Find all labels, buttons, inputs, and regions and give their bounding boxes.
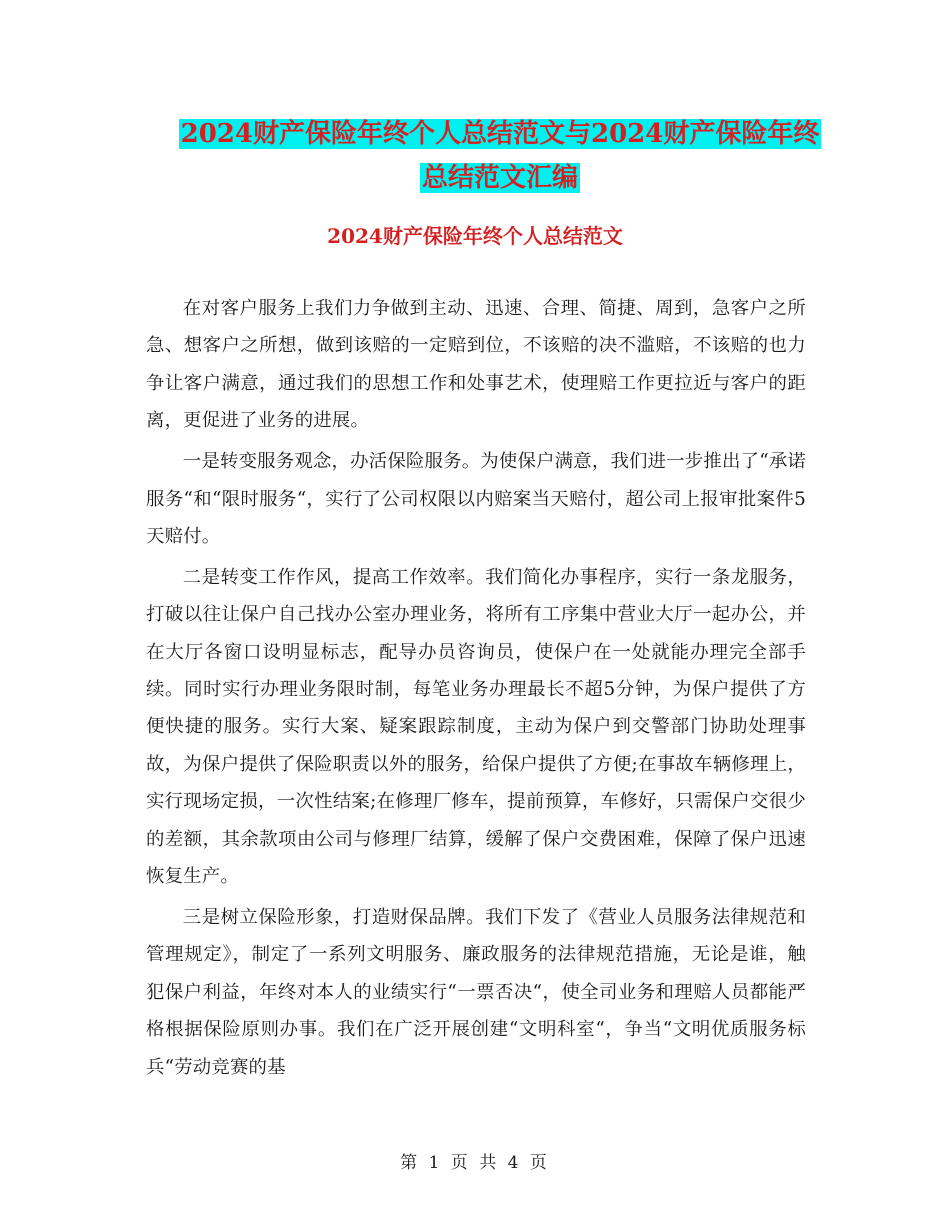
section-title: 2024财产保险年终个人总结范文 — [327, 224, 623, 248]
document-body — [146, 290, 806, 1090]
title-line-1: 2024财产保险年终个人总结范文与2024财产保险年终 — [180, 119, 820, 149]
paragraph: 在对客户服务上我们力争做到主动、迅速、合理、简捷、周到，急客户之所急、想客户之所想，做到该赔的一定赔到位，不该赔的决不滥赔，不该赔的也力争让客户满意，通过我们的思想工作和处事艺术，使理赔工作更拉近与客户的距离，更促进了业务的进展。 — [146, 298, 806, 432]
document-title — [140, 112, 860, 200]
paragraph: 二是转变工作作风，提高工作效率。我们简化办事程序，实行一条龙服务，打破以往让保户自己找办公室办理业务，将所有工序集中营业大厅一起办公，并在大厅各窗口设明显标志，配导办员咨询员，使保户在一处就能办理完全部手续。同时实行办理业务限时制，每笔业务办理最长不超5分钟，为保户提供了方便快捷的服务。实行大案、疑案跟踪制度，主动为保户到交警部门协助处理事故，为保户提供了保险职责以外的服务，给保户提供了方便;在事故车辆修理上，实行现场定损，一次性结案;在修理厂修车，提前预算，车修好，只需保户交很少的差额，其余款项由公司与修理厂结算，缓解了保户交费困难，保障了保户迅速恢复生产。 — [146, 566, 806, 888]
page-footer: 第 1 页 共 4 页 — [400, 1153, 550, 1173]
title-line-2: 总结范文汇编 — [421, 163, 578, 193]
paragraph: 一是转变服务观念，办活保险服务。为使保户满意，我们进一步推出了“承诺服务“和“限时服务“，实行了公司权限以内赔案当天赔付，超公司上报审批案件5天赔付。 — [146, 451, 806, 547]
paragraph: 三是树立保险形象，打造财保品牌。我们下发了《营业人员服务法律规范和管理规定》，制定了一系列文明服务、廉政服务的法律规范措施，无论是谁，触犯保户利益，年终对本人的业绩实行“一票否决“，使全司业务和理赔人员都能严格根据保险原则办事。我们在广泛开展创建“文明科室“，争当“文明优质服务标兵“劳动竞赛的基 — [146, 907, 806, 1078]
